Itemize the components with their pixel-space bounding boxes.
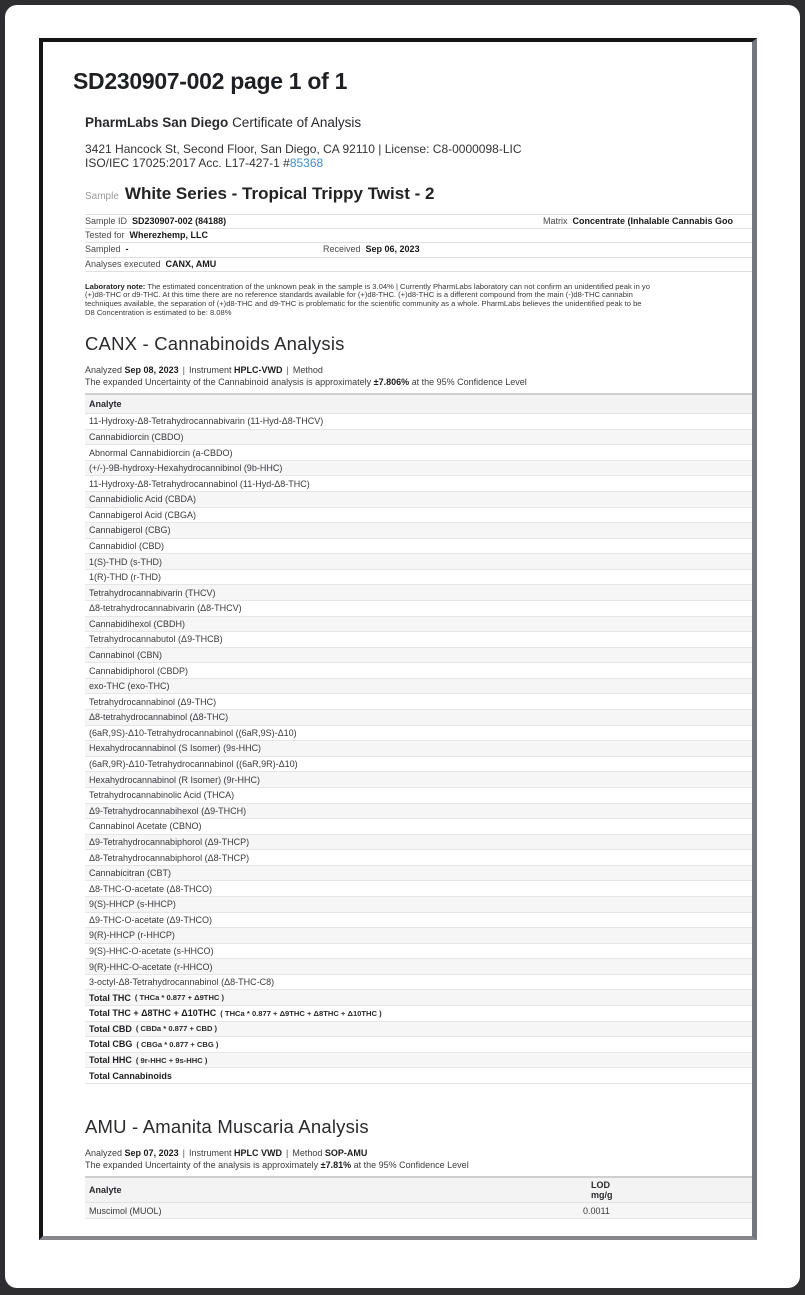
total-label: Total CBG <box>89 1039 133 1050</box>
sample-label: Sample <box>85 191 119 202</box>
canx-section-heading: CANX - Cannabinoids Analysis <box>85 332 345 354</box>
viewer-card <box>5 5 800 1288</box>
info-row-sampled <box>85 242 757 256</box>
coa-page <box>39 38 757 1240</box>
analyte-row <box>85 461 757 477</box>
analyte-row <box>85 850 757 866</box>
page-title: SD230907-002 page 1 of 1 <box>73 68 348 94</box>
sample-line <box>85 184 757 204</box>
canx-meta-line <box>85 365 757 375</box>
total-formula: ( 9r-HHC + 9s-HHC ) <box>135 1055 208 1065</box>
analyte-name: 3-octyl-Δ8-Tetrahydrocannabinol (Δ8-THC-C8) <box>89 977 275 988</box>
total-label: Total THC + Δ8THC + Δ10THC <box>89 1008 217 1019</box>
amu-section-heading: AMU - Amanita Muscaria Analysis <box>85 1115 369 1137</box>
analyte-row <box>85 679 757 695</box>
analyte-name: 9(S)-HHC-O-acetate (s-HHCO) <box>89 946 214 956</box>
analyte-name: 1(R)-THD (r-THD) <box>89 572 161 583</box>
canx-analyzed-label: Analyzed <box>85 364 123 375</box>
analyte-row <box>85 585 757 601</box>
analyte-row <box>85 617 757 633</box>
analyte-row <box>85 975 757 991</box>
analyte-row <box>85 835 757 851</box>
separator: | <box>182 364 185 375</box>
sample-id-value: SD230907-002 (84188) <box>132 216 227 226</box>
amu-instrument-label: Instrument <box>188 1147 232 1158</box>
analyte-row <box>85 772 757 788</box>
note-line-3: techniques available, the separation of (+)d8-THC and d9-THC is problematic for the scientific community as a whole. PharmLabs believes the unidentified peak to be <box>85 300 642 309</box>
note-line-1 <box>85 283 757 292</box>
analyte-name: Tetrahydrocannabutol (Δ9-THCB) <box>89 634 223 645</box>
canx-col-analyte: Analyte <box>89 399 122 410</box>
analyte-name: Δ8-THC-O-acetate (Δ8-THCO) <box>89 883 213 894</box>
analyte-row <box>85 959 757 975</box>
total-label: Total HHC <box>89 1055 132 1066</box>
amu-analyzed-label: Analyzed <box>85 1147 123 1158</box>
analyte-name: Cannabidiphorol (CBDP) <box>89 665 189 676</box>
sampled-value: - <box>125 244 129 255</box>
analyte-name: (6aR,9S)-Δ10-Tetrahydrocannabinol ((6aR,9S)-Δ10) <box>89 727 297 738</box>
analyte-name: Δ8-tetrahydrocannabinol (Δ8-THC) <box>89 712 229 723</box>
doc-body <box>85 115 757 1219</box>
note-label: Laboratory note: <box>85 282 146 291</box>
canx-uncertainty-suffix: at the 95% Confidence Level <box>409 377 527 388</box>
canx-uncertainty-line <box>85 377 757 387</box>
analyte-name: Cannabidihexol (CBDH) <box>89 618 186 629</box>
analyte-row <box>85 539 757 555</box>
tested-for-value: Wherezhemp, LLC <box>129 230 209 241</box>
analyte-name: Cannabigerol (CBG) <box>89 525 171 536</box>
analyte-row <box>85 648 757 664</box>
total-row <box>85 1068 757 1084</box>
amu-table <box>85 1176 757 1219</box>
analyte-name: Abnormal Cannabidiorcin (a-CBDO) <box>89 447 233 458</box>
amu-method-value: SOP-AMU <box>324 1147 368 1158</box>
amu-table-header <box>85 1176 757 1203</box>
analyte-name: Tetrahydrocannabinolic Acid (THCA) <box>89 790 235 801</box>
total-formula: ( THCa * 0.877 + Δ9THC ) <box>134 993 225 1003</box>
total-row <box>85 1006 757 1022</box>
laboratory-note <box>85 283 757 318</box>
amu-uncertainty-prefix: The expanded Uncertainty of the analysis is approximately <box>85 1160 321 1171</box>
canx-table-rows <box>85 414 757 1084</box>
analyte-name: Cannabidiorcin (CBDO) <box>89 431 184 442</box>
analyte-row <box>85 897 757 913</box>
received-value: Sep 06, 2023 <box>365 244 420 255</box>
amu-instrument-value: HPLC VWD <box>233 1147 282 1158</box>
sample-id-label: Sample ID <box>85 216 128 226</box>
iso-line <box>85 156 757 170</box>
analyte-row <box>85 741 757 757</box>
analyte-name: Hexahydrocannabinol (S Isomer) (9s-HHC) <box>89 743 262 754</box>
total-formula: ( CBDa * 0.877 + CBD ) <box>135 1024 218 1034</box>
analyte-name: Δ9-Tetrahydrocannabihexol (Δ9-THCH) <box>89 805 247 816</box>
analyte-name: Cannabicitran (CBT) <box>89 868 172 879</box>
lab-name: PharmLabs San Diego <box>85 115 229 130</box>
canx-method-label: Method <box>292 364 323 375</box>
total-label: Total CBD <box>89 1023 132 1034</box>
analyte-name: 9(S)-HHCP (s-HHCP) <box>89 899 176 910</box>
analyte-name: Cannabinol Acetate (CBNO) <box>89 821 202 832</box>
canx-table-header <box>85 393 757 414</box>
analyte-row <box>85 866 757 882</box>
analyte-row <box>85 508 757 524</box>
analyte-name: (+/-)-9B-hydroxy-Hexahydrocannibinol (9b-HHC) <box>89 463 283 474</box>
total-formula: ( CBGa * 0.877 + CBG ) <box>136 1039 219 1049</box>
analyte-row <box>85 694 757 710</box>
total-label: Total THC <box>89 992 131 1003</box>
amu-uncertainty-line <box>85 1160 757 1170</box>
received-label: Received <box>323 244 361 255</box>
accreditation-link[interactable]: 85368 <box>289 156 324 170</box>
doc-type: Certificate of Analysis <box>232 115 362 130</box>
analyte-name: 1(S)-THD (s-THD) <box>89 556 162 567</box>
total-row <box>85 1037 757 1053</box>
tested-for-label: Tested for <box>85 230 125 241</box>
note-line-4: D8 Concentration is estimated to be: 8.08% <box>85 308 232 317</box>
amu-analyte-name: Muscimol (MUOL) <box>89 1205 162 1216</box>
amu-meta-line <box>85 1148 757 1158</box>
sample-name: White Series - Tropical Trippy Twist - 2 <box>124 184 435 203</box>
analyte-row <box>85 554 757 570</box>
analyte-row <box>85 663 757 679</box>
note-line-2: (+)d8-THC or d9-THC. At this time there are no reference standards available for (+)d8-THC. (+)d8-THC is a different compound from the main (-)d8-THC cannabin <box>85 291 633 300</box>
total-row <box>85 990 757 1006</box>
total-formula: ( THCa * 0.877 + Δ9THC + Δ8THC + Δ10THC ) <box>220 1008 382 1018</box>
analyte-name: 11-Hydroxy-Δ8-Tetrahydrocannabivarin (11-Hyd-Δ8-THCV) <box>89 416 324 427</box>
canx-instrument-value: HPLC-VWD <box>233 364 283 375</box>
analyte-name: 9(R)-HHC-O-acetate (r-HHCO) <box>89 961 213 972</box>
analyte-row <box>85 492 757 508</box>
address-license-line: 3421 Hancock St, Second Floor, San Diego, CA 92110 | License: C8-0000098-LIC <box>85 142 522 156</box>
separator: | <box>182 1147 185 1158</box>
amu-uncertainty-suffix: at the 95% Confidence Level <box>351 1160 469 1171</box>
analyte-name: Cannabidiolic Acid (CBDA) <box>89 494 197 505</box>
analyte-row <box>85 913 757 929</box>
info-row-analyses <box>85 257 757 272</box>
separator: | <box>286 364 289 375</box>
total-row <box>85 1022 757 1038</box>
sample-info-table <box>85 214 757 272</box>
analyte-name: Tetrahydrocannabinol (Δ9-THC) <box>89 696 217 707</box>
info-row-sample-id <box>85 214 757 228</box>
canx-uncertainty-value: ±7.806% <box>373 377 410 388</box>
analyte-row <box>85 928 757 944</box>
canx-table <box>85 393 757 1084</box>
analyte-row <box>85 445 757 461</box>
analyte-row <box>85 601 757 617</box>
analyses-label: Analyses executed <box>85 258 161 269</box>
amu-uncertainty-value: ±7.81% <box>320 1160 352 1171</box>
amu-col-lod <box>591 1180 613 1200</box>
amu-col-analyte: Analyte <box>89 1184 122 1195</box>
analyte-row <box>85 476 757 492</box>
info-row-tested-for <box>85 228 757 242</box>
analyte-name: Hexahydrocannabinol (R Isomer) (9r-HHC) <box>89 774 261 785</box>
analyte-name: Cannabinol (CBN) <box>89 650 163 661</box>
matrix-cell <box>543 215 733 228</box>
matrix-label: Matrix <box>543 216 568 226</box>
amu-analyte-row <box>85 1203 757 1219</box>
amu-analyzed-date: Sep 07, 2023 <box>124 1147 179 1158</box>
analyte-name: Cannabigerol Acid (CBGA) <box>89 509 197 520</box>
analyte-name: Tetrahydrocannabivarin (THCV) <box>89 587 216 598</box>
analyte-row <box>85 523 757 539</box>
amu-lod-value: 0.0011 <box>583 1205 610 1216</box>
matrix-value: Concentrate (Inhalable Cannabis Goo <box>572 216 734 226</box>
lab-address-block <box>85 142 757 170</box>
received-cell <box>323 243 420 256</box>
analyte-name: Δ9-THC-O-acetate (Δ9-THCO) <box>89 914 213 925</box>
analyte-row <box>85 726 757 742</box>
analyte-row <box>85 632 757 648</box>
lab-header <box>85 115 757 130</box>
note-line-1-text: The estimated concentration of the unknown peak in the sample is 3.04% | Currently PharmLabs laboratory can not confirm an unidentified peak in yo <box>145 282 650 291</box>
analyte-row <box>85 570 757 586</box>
analyte-name: Cannabidiol (CBD) <box>89 540 165 551</box>
analyte-row <box>85 430 757 446</box>
analyte-row <box>85 757 757 773</box>
canx-uncertainty-prefix: The expanded Uncertainty of the Cannabinoid analysis is approximately <box>85 377 374 388</box>
analyte-name: exo-THC (exo-THC) <box>89 681 170 692</box>
canx-analyzed-date: Sep 08, 2023 <box>124 364 179 375</box>
analyte-row <box>85 710 757 726</box>
analyte-row <box>85 414 757 430</box>
lod-unit: mg/g <box>591 1190 613 1201</box>
analyte-name: 9(R)-HHCP (r-HHCP) <box>89 930 175 941</box>
analyte-row <box>85 881 757 897</box>
analyses-value: CANX, AMU <box>165 258 217 269</box>
lod-label: LOD <box>591 1180 610 1191</box>
total-row <box>85 1053 757 1069</box>
iso-prefix: ISO/IEC 17025:2017 Acc. L17-427-1 # <box>85 156 290 170</box>
analyte-name: 11-Hydroxy-Δ8-Tetrahydrocannabinol (11-Hyd-Δ8-THC) <box>89 478 310 489</box>
analyte-name: (6aR,9R)-Δ10-Tetrahydrocannabinol ((6aR,9R)-Δ10) <box>89 759 298 770</box>
canx-instrument-label: Instrument <box>188 364 232 375</box>
amu-method-label: Method <box>292 1147 323 1158</box>
analyte-name: Δ8-tetrahydrocannabivarin (Δ8-THCV) <box>89 603 242 614</box>
separator: | <box>285 1147 289 1158</box>
total-label: Total Cannabinoids <box>89 1070 172 1081</box>
sampled-label: Sampled <box>85 244 121 255</box>
analyte-row <box>85 788 757 804</box>
analyte-name: Δ9-Tetrahydrocannabiphorol (Δ9-THCP) <box>89 836 250 847</box>
analyte-name: Δ8-Tetrahydrocannabiphorol (Δ8-THCP) <box>89 852 250 863</box>
analyte-row <box>85 819 757 835</box>
analyte-row <box>85 804 757 820</box>
analyte-row <box>85 944 757 960</box>
